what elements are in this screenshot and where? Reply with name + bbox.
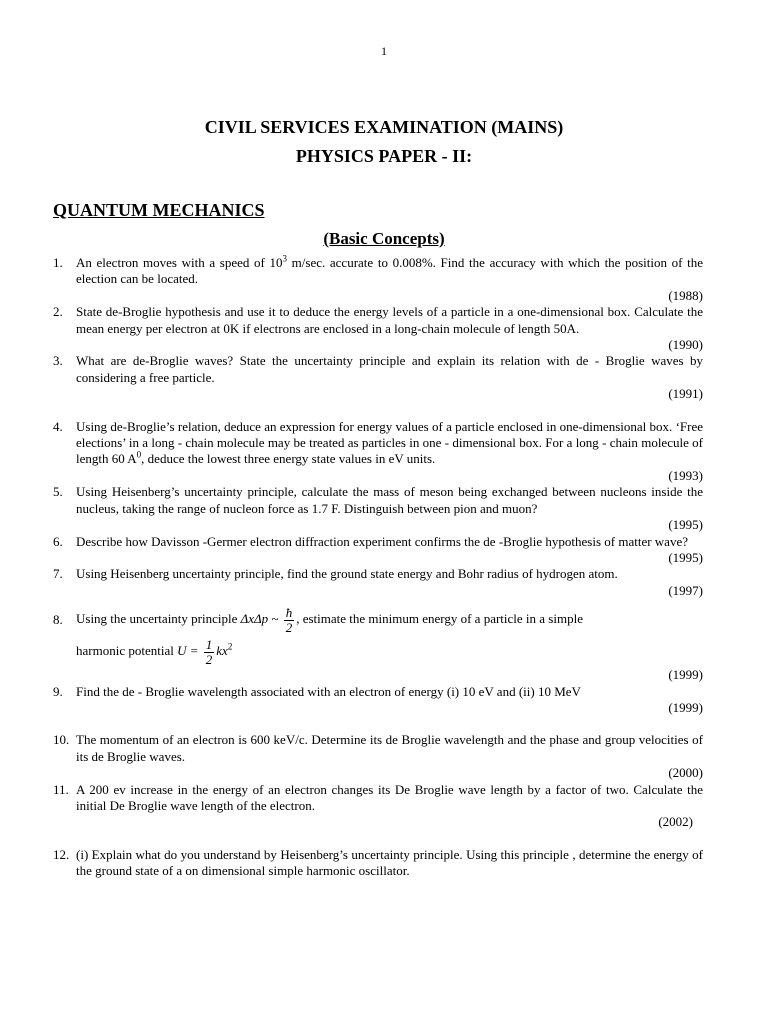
- question-number: 6.: [53, 533, 63, 549]
- math-expression: ΔxΔp ~: [240, 611, 279, 627]
- question-text-part: m/sec. accurate to 0.008%. Find the accuracy with which the position of the election can be located.: [76, 255, 703, 287]
- question-year: (1999): [668, 699, 703, 715]
- question-text: [76, 635, 703, 667]
- fraction: [204, 638, 215, 667]
- question-text-part: An electron moves with a speed of 10: [76, 255, 283, 270]
- question-year: (1993): [668, 467, 703, 483]
- question-text: What are de-Broglie waves? State the uncertainty principle and explain its relation with de - Broglie waves by considering a free particle.: [76, 353, 703, 385]
- question-year: (1995): [668, 517, 703, 533]
- question-item: [53, 847, 703, 880]
- question-text: A 200 ev increase in the energy of an electron changes its De Broglie wave length by a factor of two. Calculate the initial De Broglie wave length of the electron.: [76, 781, 703, 813]
- question-text: [76, 419, 703, 468]
- question-text-part: , estimate the minimum energy of a particle in a simple: [296, 611, 583, 627]
- fraction: [284, 606, 295, 635]
- question-number: 8.: [53, 612, 63, 628]
- question-item: [53, 566, 703, 599]
- question-item: [53, 534, 703, 567]
- question-item: [53, 732, 703, 781]
- question-item: [53, 484, 703, 533]
- question-number: 11.: [53, 781, 69, 797]
- question-text: Find the de - Broglie wavelength associated with an electron of energy (i) 10 eV and (ii) 10 MeV: [76, 683, 581, 699]
- question-item: [53, 304, 703, 353]
- question-text: Describe how Davisson -Germer electron diffraction experiment confirms the de -Broglie hypothesis of matter wave?: [76, 533, 688, 549]
- question-item: [53, 684, 703, 717]
- question-number: 12.: [53, 846, 70, 862]
- question-list: [53, 255, 703, 880]
- question-text: (i) Explain what do you understand by Heisenberg’s uncertainty principle. Using this principle , determine the energy of the ground state of a on dimensional simple harmonic oscillator.: [76, 846, 703, 879]
- question-year: (1997): [668, 582, 703, 598]
- subsection-heading: (Basic Concepts): [323, 229, 445, 248]
- question-text: [76, 255, 703, 288]
- question-year: (1991): [668, 386, 703, 402]
- question-number: 7.: [53, 566, 63, 582]
- math-expression: U =: [177, 643, 199, 659]
- question-number: 1.: [53, 255, 63, 270]
- question-year: (1999): [668, 667, 703, 683]
- question-number: 5.: [53, 484, 63, 500]
- page-number: 1: [381, 44, 387, 58]
- superscript: 3: [282, 253, 288, 264]
- question-text-part: , deduce the lowest three energy state values in eV units.: [141, 451, 436, 467]
- question-year: (1995): [668, 549, 703, 565]
- math-expression: kx: [216, 643, 228, 659]
- section-heading: QUANTUM MECHANICS: [53, 200, 265, 220]
- question-text-part: Using the uncertainty principle: [76, 611, 241, 627]
- superscript: 0: [136, 450, 142, 461]
- fraction-numerator: 1: [205, 636, 213, 652]
- question-text-part: Using de-Broglie’s relation, deduce an expression for energy values of a particle enclosed in one-dimensional box. ‘Free elections’ in a long - chain molecule may be treated as particles in one - dimensional box. For a long - chain molecule of length 60 A: [76, 418, 703, 467]
- question-year: (2002): [658, 814, 693, 830]
- question-number: 2.: [53, 304, 63, 320]
- fraction-denominator: 2: [205, 651, 213, 667]
- fraction-numerator: ħ: [285, 604, 293, 620]
- question-text-part: harmonic potential: [76, 643, 178, 659]
- question-text: Using Heisenberg’s uncertainty principle, calculate the mass of meson being exchanged between nucleons inside the nucleus, taking the range of nucleon force as 1.7 F. Distinguish between pion and muon?: [76, 484, 703, 516]
- question-item: [53, 603, 703, 683]
- question-year: (1990): [668, 337, 703, 353]
- exam-title: CIVIL SERVICES EXAMINATION (MAINS): [204, 117, 564, 137]
- question-number: 4.: [53, 418, 63, 434]
- paper-title: PHYSICS PAPER - II:: [295, 146, 473, 166]
- question-item: [53, 255, 703, 304]
- question-item: [53, 782, 703, 831]
- question-year: (1988): [668, 287, 703, 303]
- question-text: Using Heisenberg uncertainty principle, find the ground state energy and Bohr radius of hydrogen atom.: [76, 566, 618, 582]
- question-text: The momentum of an electron is 600 keV/c. Determine its de Broglie wavelength and the phase and group velocities of its de Broglie waves.: [76, 732, 703, 764]
- fraction-denominator: 2: [285, 619, 293, 635]
- question-number: 3.: [53, 353, 63, 369]
- question-number: 10.: [53, 732, 70, 748]
- question-text: State de-Broglie hypothesis and use it to deduce the energy levels of a particle in a one-dimensional box. Calculate the mean energy per electron at 0K if electrons are enclosed in a long-chain molecule of length 50A.: [76, 304, 703, 336]
- question-item: [53, 419, 703, 485]
- question-text: [76, 603, 703, 635]
- superscript: 2: [227, 641, 233, 652]
- question-item: [53, 353, 703, 402]
- question-number: 9.: [53, 683, 63, 699]
- question-year: (2000): [668, 765, 703, 781]
